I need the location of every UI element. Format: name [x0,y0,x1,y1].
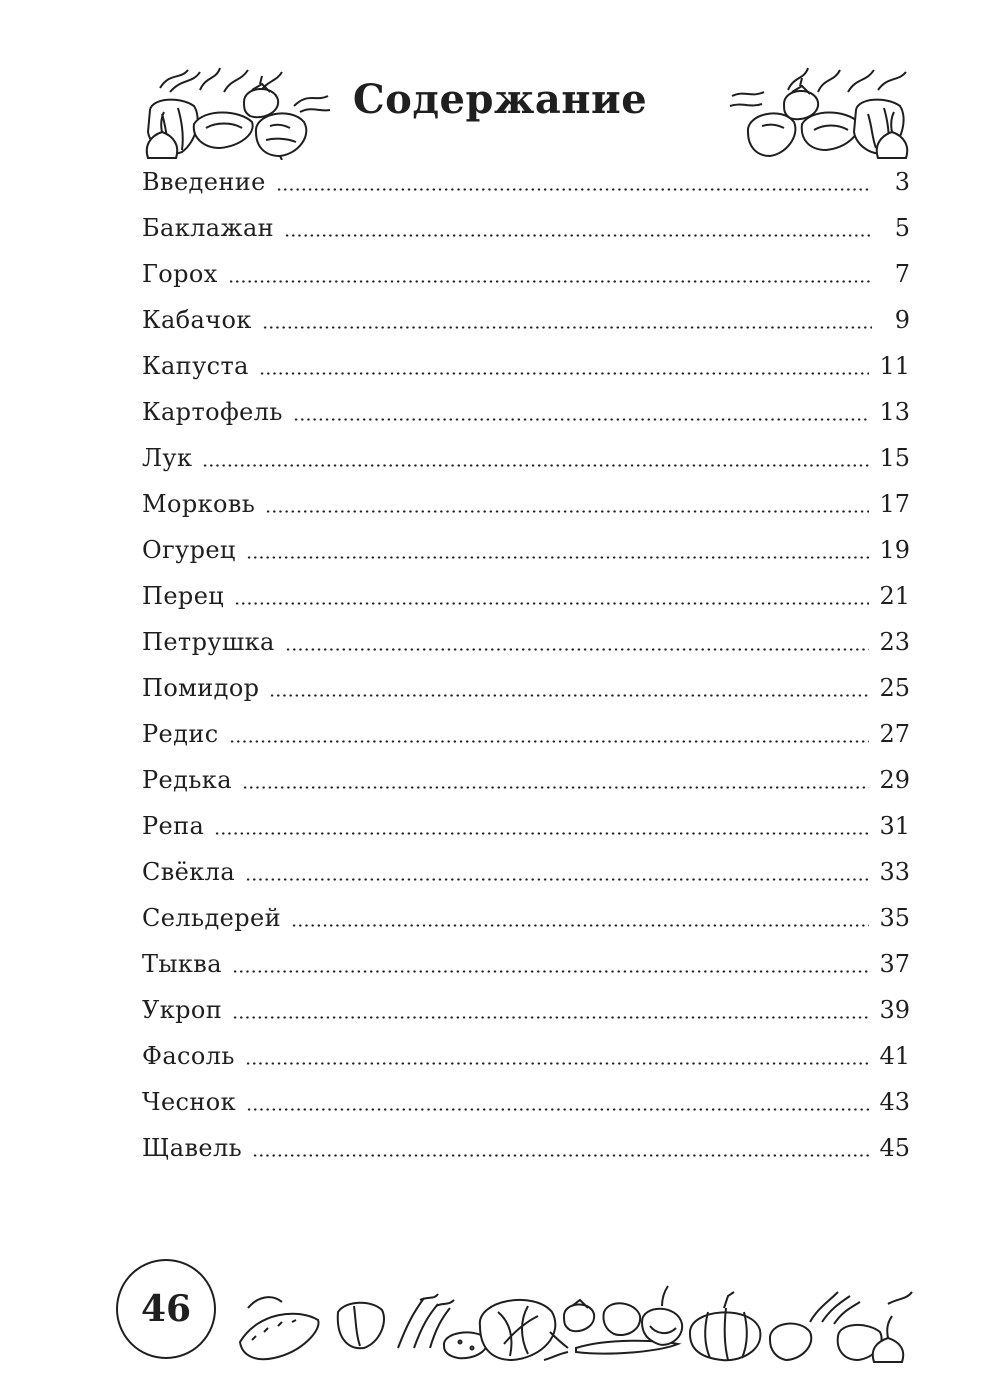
toc-entry-title: Чеснок [142,1088,237,1116]
toc-entry-page: 15 [879,444,910,472]
dot-leader [284,234,872,237]
toc-entry-title: Редис [142,720,219,748]
toc-entry-title: Фасоль [142,1042,235,1070]
toc-entry-title: Тыква [142,950,222,978]
dot-leader [229,740,870,743]
toc-entry [142,858,910,904]
toc-entry-page: 17 [879,490,910,518]
toc-entry [142,996,910,1042]
vegetables-border-illustration [238,1282,914,1364]
toc-entry-page: 45 [879,1134,910,1162]
toc-entry-title: Баклажан [142,214,275,242]
toc-entry [142,214,910,260]
toc-entry [142,306,910,352]
toc-entry-page: 35 [879,904,910,932]
toc-entry [142,812,910,858]
toc-entry-title: Морковь [142,490,256,518]
toc-entry [142,720,910,766]
dot-leader [245,1062,870,1065]
toc-entry-title: Свёкла [142,858,236,886]
page-title: Содержание [352,76,648,123]
dot-leader [269,694,869,697]
toc-entry [142,444,910,490]
toc-entry-page: 7 [894,260,910,288]
toc-entry [142,260,910,306]
dot-leader [265,510,869,513]
dot-leader [293,418,870,421]
toc-entry-title: Введение [142,168,266,196]
toc-entry-page: 5 [894,214,910,242]
toc-entry-page: 23 [879,628,910,656]
toc-entry-page: 21 [879,582,910,610]
toc-entry-title: Капуста [142,352,249,380]
toc-entry [142,168,910,214]
toc-entry-title: Лук [142,444,193,472]
dot-leader [245,878,869,881]
toc-entry-page: 13 [879,398,910,426]
vegetables-illustration-right [728,62,914,160]
page-number-badge [116,1259,216,1359]
dot-leader [228,280,872,283]
toc-entry [142,352,910,398]
toc-entry-page: 41 [879,1042,910,1070]
toc-entry [142,490,910,536]
toc-entry-title: Петрушка [142,628,275,656]
toc-entry [142,674,910,720]
dot-leader [246,556,870,559]
toc-entry-title: Редька [142,766,232,794]
toc-entry-title: Огурец [142,536,236,564]
dot-leader [276,188,872,191]
dot-leader [262,326,872,329]
toc-entry-page: 43 [879,1088,910,1116]
toc-entry-page: 3 [894,168,910,196]
table-of-contents [142,168,910,1180]
dot-leader [232,970,870,973]
dot-leader [234,602,869,605]
dot-leader [285,648,870,651]
toc-entry [142,950,910,996]
dot-leader [259,372,870,375]
toc-entry-page: 9 [894,306,910,334]
toc-entry [142,398,910,444]
dot-leader [291,924,869,927]
toc-entry [142,536,910,582]
toc-entry-title: Репа [142,812,205,840]
dot-leader [246,1108,869,1111]
toc-entry-title: Помидор [142,674,260,702]
toc-entry-title: Сельдерей [142,904,282,932]
toc-entry-page: 37 [879,950,910,978]
dot-leader [242,786,870,789]
dot-leader [202,464,869,467]
toc-entry-page: 39 [879,996,910,1024]
toc-entry-title: Укроп [142,996,223,1024]
toc-entry-title: Перец [142,582,225,610]
dot-leader [252,1154,869,1157]
page-number: 46 [140,1288,192,1330]
toc-entry-page: 29 [879,766,910,794]
toc-entry [142,1134,910,1180]
dot-leader [232,1016,869,1019]
toc-entry-title: Картофель [142,398,283,426]
toc-entry [142,628,910,674]
toc-entry-page: 19 [879,536,910,564]
dot-leader [214,832,869,835]
toc-entry [142,1042,910,1088]
toc-entry-page: 31 [879,812,910,840]
toc-entry [142,766,910,812]
toc-entry [142,1088,910,1134]
toc-entry-title: Щавель [142,1134,243,1162]
toc-entry-page: 11 [879,352,910,380]
toc-entry-title: Кабачок [142,306,252,334]
toc-entry [142,582,910,628]
toc-entry-page: 25 [879,674,910,702]
toc-entry-page: 33 [879,858,910,886]
toc-entry-title: Горох [142,260,218,288]
toc-entry [142,904,910,950]
toc-entry-page: 27 [879,720,910,748]
